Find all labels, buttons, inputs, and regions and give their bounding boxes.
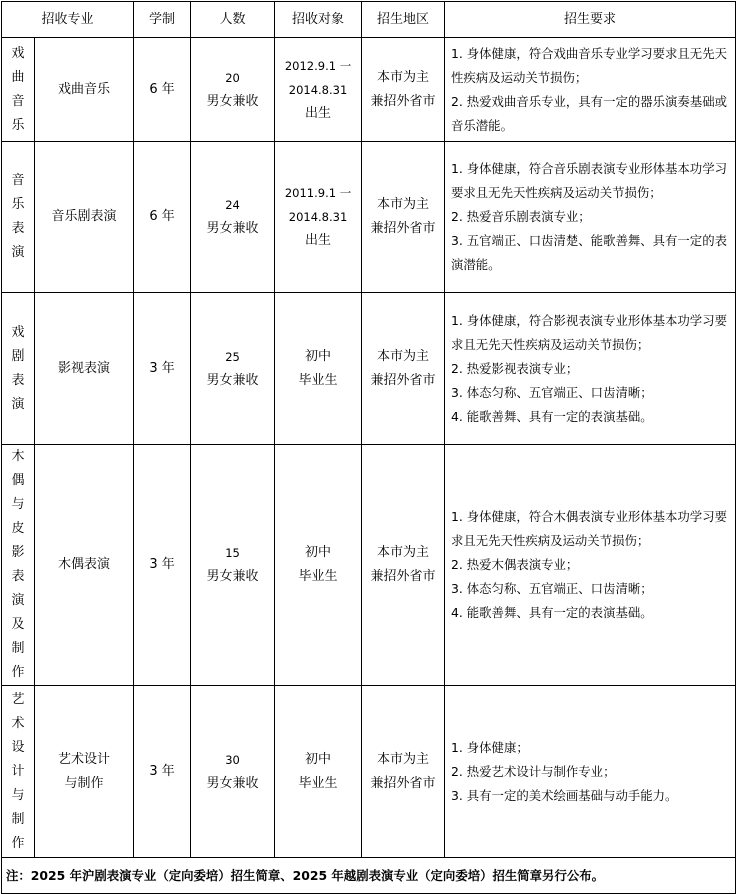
enrollment-table — [1, 1, 736, 894]
header-requirements: 招生要求 — [445, 2, 736, 38]
requirements-cell: 1. 身体健康，符合戏曲音乐专业学习要求且无先天性疾病及运动关节损伤； 2. 热爱戏曲音乐专业，具有一定的器乐演奏基础或音乐潜能。 — [445, 38, 736, 142]
note-row — [2, 858, 736, 894]
requirements-cell: 1. 身体健康，符合影视表演专业形体基本功学习要求且无先天性疾病及运动关节损伤； 2. 热爱影视表演专业； 3. 体态匀称、五官端正、口齿清晰； 4. 能歌善舞、具有一定的表演基础。 — [445, 293, 736, 445]
table-row — [2, 445, 736, 686]
header-count: 人数 — [191, 2, 275, 38]
requirements-cell: 1. 身体健康； 2. 热爱艺术设计与制作专业； 3. 具有一定的美术绘画基础与动手能力。 — [445, 686, 736, 858]
target-cell: 2012.9.1 一 2014.8.31 出生 — [275, 38, 362, 142]
duration-cell: 3 年 — [134, 445, 191, 686]
table-row — [2, 142, 736, 293]
category-cell: 戏 曲 音 乐 — [2, 38, 35, 142]
requirements-cell: 1. 身体健康，符合木偶表演专业形体基本功学习要求且无先天性疾病及运动关节损伤； 2. 热爱木偶表演专业； 3. 体态匀称、五官端正、口齿清晰； 4. 能歌善舞、具有一定的表演基础。 — [445, 445, 736, 686]
header-major: 招收专业 — [2, 2, 134, 38]
region-cell: 本市为主 兼招外省市 — [362, 38, 445, 142]
duration-cell: 3 年 — [134, 293, 191, 445]
count-cell: 24 男女兼收 — [191, 142, 275, 293]
region-cell: 本市为主 兼招外省市 — [362, 686, 445, 858]
duration-cell: 6 年 — [134, 142, 191, 293]
major-cell: 木偶表演 — [35, 445, 134, 686]
table-row — [2, 293, 736, 445]
duration-cell: 6 年 — [134, 38, 191, 142]
requirements-cell: 1. 身体健康，符合音乐剧表演专业形体基本功学习要求且无先天性疾病及运动关节损伤； 2. 热爱音乐剧表演专业； 3. 五官端正、口齿清楚、能歌善舞、具有一定的表演潜能。 — [445, 142, 736, 293]
major-cell: 戏曲音乐 — [35, 38, 134, 142]
header-duration: 学制 — [134, 2, 191, 38]
count-cell: 25 男女兼收 — [191, 293, 275, 445]
category-cell: 戏 剧 表 演 — [2, 293, 35, 445]
category-cell: 艺 术 设 计 与 制 作 — [2, 686, 35, 858]
target-cell: 2011.9.1 一 2014.8.31 出生 — [275, 142, 362, 293]
footnote: 注：2025 年沪剧表演专业（定向委培）招生简章、2025 年越剧表演专业（定向委培）招生简章另行公布。 — [2, 858, 736, 894]
count-cell: 30 男女兼收 — [191, 686, 275, 858]
target-cell: 初中 毕业生 — [275, 293, 362, 445]
target-cell: 初中 毕业生 — [275, 445, 362, 686]
count-cell: 15 男女兼收 — [191, 445, 275, 686]
table-row — [2, 686, 736, 858]
region-cell: 本市为主 兼招外省市 — [362, 445, 445, 686]
header-row — [2, 2, 736, 38]
count-cell: 20 男女兼收 — [191, 38, 275, 142]
table-row — [2, 38, 736, 142]
category-cell: 木 偶 与 皮 影 表 演 及 制 作 — [2, 445, 35, 686]
header-region: 招生地区 — [362, 2, 445, 38]
region-cell: 本市为主 兼招外省市 — [362, 293, 445, 445]
major-cell: 影视表演 — [35, 293, 134, 445]
major-cell: 艺术设计 与制作 — [35, 686, 134, 858]
major-cell: 音乐剧表演 — [35, 142, 134, 293]
duration-cell: 3 年 — [134, 686, 191, 858]
region-cell: 本市为主 兼招外省市 — [362, 142, 445, 293]
header-target: 招收对象 — [275, 2, 362, 38]
category-cell: 音 乐 表 演 — [2, 142, 35, 293]
target-cell: 初中 毕业生 — [275, 686, 362, 858]
